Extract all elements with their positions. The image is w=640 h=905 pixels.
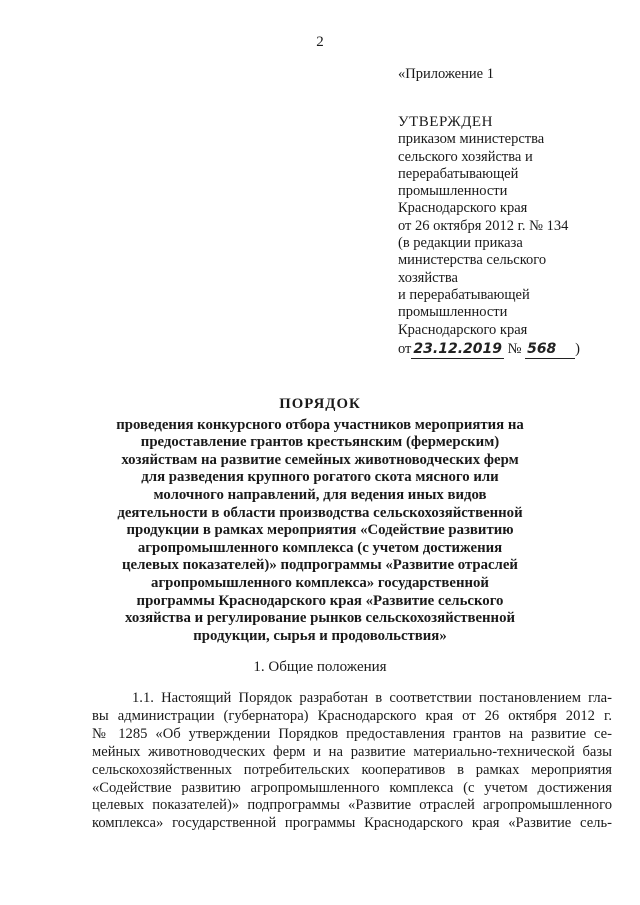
approval-line: промышленности: [398, 304, 508, 321]
title-line: продукции в рамках мероприятия «Содействие развитию: [126, 522, 514, 539]
body-line: вы администрации (губернатора) Краснодарского края от 26 октября 2012 г.: [92, 707, 612, 724]
page-number: 2: [316, 34, 324, 50]
approval-line: Краснодарского края: [398, 321, 528, 338]
approval-line: и перерабатывающей: [398, 286, 530, 303]
approval-line: (в редакции приказа: [398, 235, 523, 252]
number-label: №: [507, 340, 522, 357]
title-line: деятельности в области производства сельскохозяйственной: [117, 504, 523, 521]
body-line: сельскохозяйственных потребительских кооперативов в рамках мероприятия: [92, 761, 612, 778]
approval-line: Краснодарского края: [398, 200, 528, 217]
title-line: проведения конкурсного отбора участников мероприятия на: [116, 416, 524, 433]
approved-label: УТВЕРЖДЕН: [398, 114, 493, 131]
body-line: мейных животноводческих ферм и на развитие материально-технической базы: [92, 743, 612, 760]
body-line: целевых показателей)» подпрограммы «Развитие отраслей агропромышленного: [92, 797, 612, 814]
approval-line: от 26 октября 2012 г. № 134: [398, 217, 569, 234]
title-line: предоставление грантов крестьянским (фермерским): [140, 434, 500, 451]
signature-date-line: [398, 341, 628, 361]
handwritten-number: 568: [525, 341, 575, 359]
title-heading: ПОРЯДОК: [279, 396, 361, 412]
title-line: для разведения крупного рогатого скота мясного или: [141, 469, 499, 486]
title-line: агропромышленного комплекса (с учетом достижения: [137, 539, 503, 556]
approval-line: сельского хозяйства и: [398, 148, 533, 165]
approval-line: министерства сельского: [398, 252, 547, 269]
title-line: агропромышленного комплекса» государственной: [151, 574, 489, 591]
sign-suffix: ): [575, 340, 580, 357]
body-line: «Содействие развитию агропромышленного комплекса (с учетом достижения: [92, 779, 612, 796]
body-paragraph: [92, 690, 612, 833]
approval-line: перерабатывающей: [398, 165, 519, 182]
approval-line: хозяйства: [398, 269, 458, 286]
sign-prefix: от: [398, 340, 412, 357]
title-line: продукции, сырья и продовольствия»: [193, 627, 447, 644]
body-line: 1.1. Настоящий Порядок разработан в соответствии постановлением гла-: [132, 690, 612, 706]
title-line: хозяйства и регулирование рынков сельскохозяйственной: [124, 610, 515, 627]
body-line: комплекса» государственной программы Краснодарского края «Развитие сель-: [92, 815, 612, 832]
title-line: молочного направлений, для ведения иных видов: [153, 486, 487, 503]
document-title: [92, 396, 548, 645]
approval-line: приказом министерства: [398, 131, 545, 148]
title-line: целевых показателей)» подпрограммы «Развитие отраслей: [122, 557, 518, 574]
approval-block: [398, 66, 628, 361]
annex-label: «Приложение 1: [398, 66, 494, 82]
body-line: № 1285 «Об утверждении Порядков предоставления грантов на развитие се-: [92, 725, 612, 742]
title-line: хозяйствам на развитие семейных животноводческих ферм: [121, 451, 519, 468]
section-title: 1. Общие положения: [253, 659, 387, 675]
approval-line: промышленности: [398, 183, 508, 200]
handwritten-date: 23.12.2019: [411, 341, 504, 359]
title-line: программы Краснодарского края «Развитие сельского: [136, 592, 504, 609]
